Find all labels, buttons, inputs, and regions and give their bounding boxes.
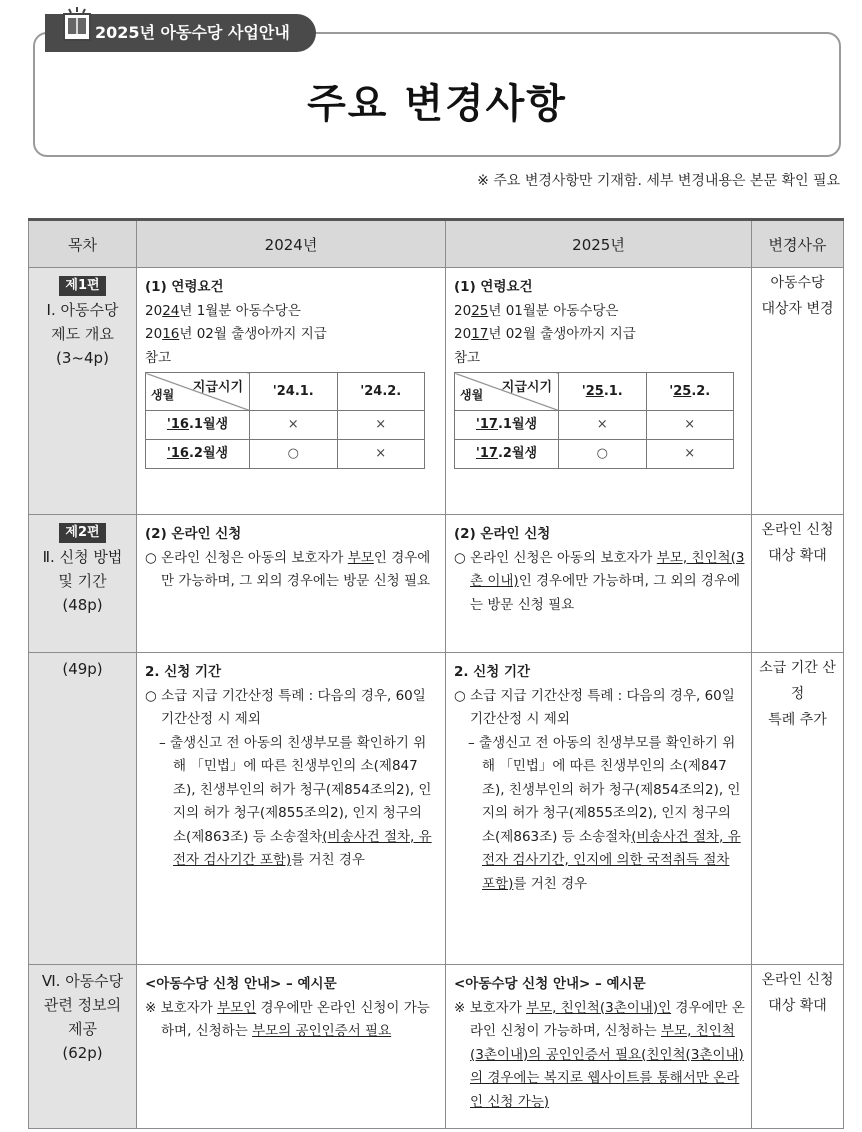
reason-line: 온라인 신청 [761,522,834,538]
table-row [29,653,844,965]
toc-cell [29,653,137,965]
content-2025 [446,653,752,965]
subtable-cell: ○ [559,440,647,469]
dash-text: – 출생신고 전 아동의 친생부모를 확인하기 위해 「민법」에 따른 친생부인의 소(제847조), 친생부인의 허가 청구(제854조의2), 인지의 허가 청구(제855조의2), 인지 청구의 소(제863조) 등 소송절차(비송사건 절차, 유전자 검사기간 포함)를 거친 경우 [159,734,432,868]
chapter-badge: 제1편 [59,276,105,296]
reason-line: 대상 확대 [768,548,827,564]
subtable-row-header: '17.2월생 [455,440,559,469]
eligibility-subtable [454,372,734,469]
bullet-text: ○ 온라인 신청은 아동의 보호자가 부모, 친인척(3촌 이내)인 경우에만 가능하며, 그 외의 경우에는 방문 신청 필요 [454,549,745,613]
section-heading: (1) 연령요건 [454,279,533,295]
subtable-cell: × [337,440,425,469]
toc-line: 제공 [68,1020,97,1038]
section-heading: (1) 연령요건 [145,279,224,295]
reason-line: 온라인 신청 [761,972,834,988]
content-2024 [137,515,446,653]
diagonal-header-cell: 지급시기 생월 [455,373,559,411]
toc-cell [29,965,137,1129]
section-heading: (2) 온라인 신청 [145,526,242,542]
reason-line: 아동수당 [770,275,825,291]
subtable-cell: × [646,440,734,469]
text-line: 2016년 02월 출생아까지 지급 [145,326,327,342]
toc-line: 제도 개요 [51,325,114,343]
toc-line: 및 기간 [58,572,107,590]
note-text: ※ 보호자가 부모, 친인척(3촌이내)인 경우에만 온라인 신청이 가능하며, 신청하는 부모, 친인척(3촌이내)의 공인인증서 필요(친인척(3촌이내)의 경우에는 복지로 웹사이트를 통해서만 온라인 신청 가능) [454,999,745,1110]
bullet-text: ○ 온라인 신청은 아동의 보호자가 부모인 경우에만 가능하며, 그 외의 경우에는 방문 신청 필요 [145,549,431,589]
subtable-col-header: '24.2. [337,373,425,411]
table-row [29,965,844,1129]
column-header-2025: 2025년 [446,220,752,268]
content-2025 [446,268,752,515]
text-line: 2024년 1월분 아동수당은 [145,302,301,319]
subtable-row-header: '16.1월생 [146,411,250,440]
reason-cell [752,268,844,515]
toc-cell [29,268,137,515]
toc-line: (3~4p) [56,349,109,367]
toc-line: Ⅰ. 아동수당 [46,301,119,319]
reason-line: 대상 확대 [768,998,827,1014]
toc-line: Ⅱ. 신청 방법 [42,548,123,566]
content-2024 [137,268,446,515]
column-header-2024: 2024년 [137,220,446,268]
toc-line: 관련 정보의 [43,996,122,1014]
subtable-col-header: '25.1. [559,373,647,411]
table-header-row [29,220,844,268]
bullet-text: ○ 소급 지급 기간산정 특례 : 다음의 경우, 60일 기간산정 시 제외 [454,687,735,727]
reference-label: 참고 [145,349,172,366]
header-note: ※ 주요 변경사항만 기재함. 세부 변경내용은 본문 확인 필요 [477,173,840,189]
reason-cell [752,515,844,653]
book-icon [62,6,92,42]
bullet-text: ○ 소급 지급 기간산정 특례 : 다음의 경우, 60일 기간산정 시 제외 [145,687,426,727]
note-text: ※ 보호자가 부모인 경우에만 온라인 신청이 가능하며, 신청하는 부모의 공인인증서 필요 [145,999,430,1039]
content-2025 [446,965,752,1129]
reason-cell [752,653,844,965]
eligibility-subtable [145,372,425,469]
header-tab-label: 2025년 아동수당 사업안내 [95,23,290,42]
subtable-cell: × [337,411,425,440]
chapter-badge: 제2편 [59,523,105,543]
subtable-cell: × [559,411,647,440]
changes-table [28,218,844,1129]
content-2024 [137,653,446,965]
reason-line: 대상자 변경 [761,301,834,317]
toc-line: (49p) [62,660,103,678]
subtable-row-header: '16.2월생 [146,440,250,469]
section-heading: <아동수당 신청 안내> – 예시문 [454,976,646,992]
reason-line: 특례 추가 [768,712,827,728]
subtable-cell: × [646,411,734,440]
text-line: 2017년 02월 출생아까지 지급 [454,326,636,342]
section-heading: <아동수당 신청 안내> – 예시문 [145,976,337,992]
toc-line: (48p) [62,596,103,614]
content-2025 [446,515,752,653]
subtable-cell: × [250,411,338,440]
toc-cell [29,515,137,653]
subtable-col-header: '25.2. [646,373,734,411]
page-title: 주요 변경사항 [307,81,567,127]
section-heading: 2. 신청 기간 [454,664,531,680]
section-heading: (2) 온라인 신청 [454,526,551,542]
dash-text: – 출생신고 전 아동의 친생부모를 확인하기 위해 「민법」에 따른 친생부인의 소(제847조), 친생부인의 허가 청구(제854조의2), 인지의 허가 청구(제855조의2), 인지 청구의 소(제863조) 등 소송절차(비송사건 절차, 유전자 검사기간, 인지에 의한 국적취득 절차 포함)를 거친 경우 [468,734,741,892]
subtable-col-header: '24.1. [250,373,338,411]
subtable-cell: ○ [250,440,338,469]
reason-line: 소급 기간 산정 [759,660,836,702]
table-row [29,268,844,515]
diagonal-header-cell: 지급시기 생월 [146,373,250,411]
toc-line: (62p) [62,1044,103,1062]
content-2024 [137,965,446,1129]
column-header-toc: 목차 [29,220,137,268]
reason-cell [752,965,844,1129]
table-row [29,515,844,653]
text-line: 2025년 01월분 아동수당은 [454,302,619,319]
section-heading: 2. 신청 기간 [145,664,222,680]
subtable-row-header: '17.1월생 [455,411,559,440]
reference-label: 참고 [454,349,481,366]
toc-line: Ⅵ. 아동수당 [41,972,124,990]
column-header-reason: 변경사유 [752,220,844,268]
